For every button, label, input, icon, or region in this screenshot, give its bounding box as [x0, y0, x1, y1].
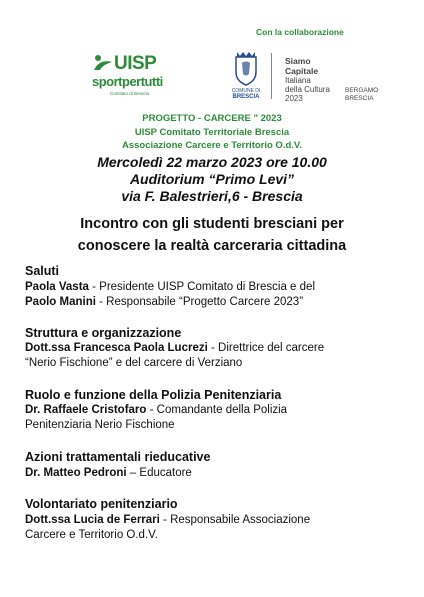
speaker-name: Dott.ssa Francesca Paola Lucrezi	[25, 342, 208, 354]
uisp-tag: Comitato di Brescia	[110, 91, 150, 96]
headline-line2: conoscere la realtà carceraria cittadina	[77, 238, 347, 254]
association-name: Associazione Carcere e Territorio O.d.V.	[121, 140, 303, 151]
crest-label-comune: COMUNE DI	[231, 88, 261, 94]
section-line	[25, 296, 303, 308]
headline-line1: Incontro con gli studenti bresciani per	[80, 216, 344, 232]
event-venue: Auditorium “Primo Levi”	[129, 171, 295, 187]
crest-label-brescia: BRESCIA	[232, 94, 260, 100]
speaker-role: Carcere e Territorio O.d.V.	[25, 529, 158, 541]
crest-shield-icon	[233, 52, 259, 86]
section-title-struttura: Struttura e organizzazione	[25, 326, 182, 340]
speaker-name: Dott.ssa Lucia de Ferrari	[25, 514, 160, 526]
collaboration-label: Con la collaborazione	[256, 27, 344, 37]
section-line	[25, 342, 324, 354]
section-title-polizia: Ruolo e funzione della Polizia Penitenziaria	[25, 388, 282, 402]
capitale-line4: della Cultura	[285, 85, 330, 94]
section-line	[25, 467, 192, 479]
speaker-name: Paolo Manini	[25, 296, 96, 308]
section-title-azioni: Azioni trattamentali rieducative	[25, 450, 211, 464]
section-title-volontariato: Volontariato penitenziario	[25, 497, 178, 511]
section-line	[25, 404, 287, 416]
capitale-line5: 2023	[285, 94, 303, 103]
speaker-role: “Nerio Fischione” e del carcere di Verziano	[25, 357, 243, 369]
speaker-name: Dr. Raffaele Cristofaro	[25, 404, 147, 416]
event-datetime: Mercoledì 22 marzo 2023 ore 10.00	[97, 154, 327, 170]
project-title: PROGETTO - CARCERE " 2023	[142, 113, 282, 124]
section-line	[25, 419, 175, 431]
capitale-side2: BRESCIA	[345, 95, 374, 102]
speaker-role: - Presidente UISP Comitato di Brescia e del	[88, 281, 315, 293]
committee-name: UISP Comitato Territoriale Brescia	[134, 127, 290, 138]
speaker-role: - Responsabile “Progetto Carcere 2023”	[95, 296, 304, 308]
speaker-role: - Direttrice del carcere	[207, 342, 325, 354]
section-line	[25, 529, 158, 541]
uisp-runner-icon	[92, 54, 116, 72]
section-line	[25, 357, 242, 369]
speaker-role: Penitenziaria Nerio Fischione	[25, 419, 175, 431]
section-line	[25, 514, 310, 526]
section-line	[25, 281, 315, 293]
speaker-name: Paola Vasta	[25, 281, 89, 293]
event-address: via F. Balestrieri,6 - Brescia	[121, 188, 303, 204]
speaker-role: - Responsabile Associazione	[159, 514, 311, 526]
uisp-name: UISP	[114, 53, 157, 74]
section-title-saluti: Saluti	[25, 264, 60, 278]
speaker-role: – Educatore	[126, 467, 192, 479]
speaker-name: Dr. Matteo Pedroni	[25, 467, 127, 479]
capitale-side1: BERGAMO	[345, 87, 379, 94]
brescia-crest	[228, 50, 264, 102]
speaker-role: - Comandante della Polizia	[146, 404, 288, 416]
event-headline	[0, 213, 424, 257]
capitale-line1: Siamo	[285, 56, 311, 66]
capitale-line3: Italiana	[285, 76, 311, 85]
uisp-sub: sportpertutti	[92, 74, 163, 89]
capitale-line2: Capitale	[285, 66, 319, 76]
uisp-logo	[92, 53, 172, 99]
header-divider	[271, 53, 272, 99]
